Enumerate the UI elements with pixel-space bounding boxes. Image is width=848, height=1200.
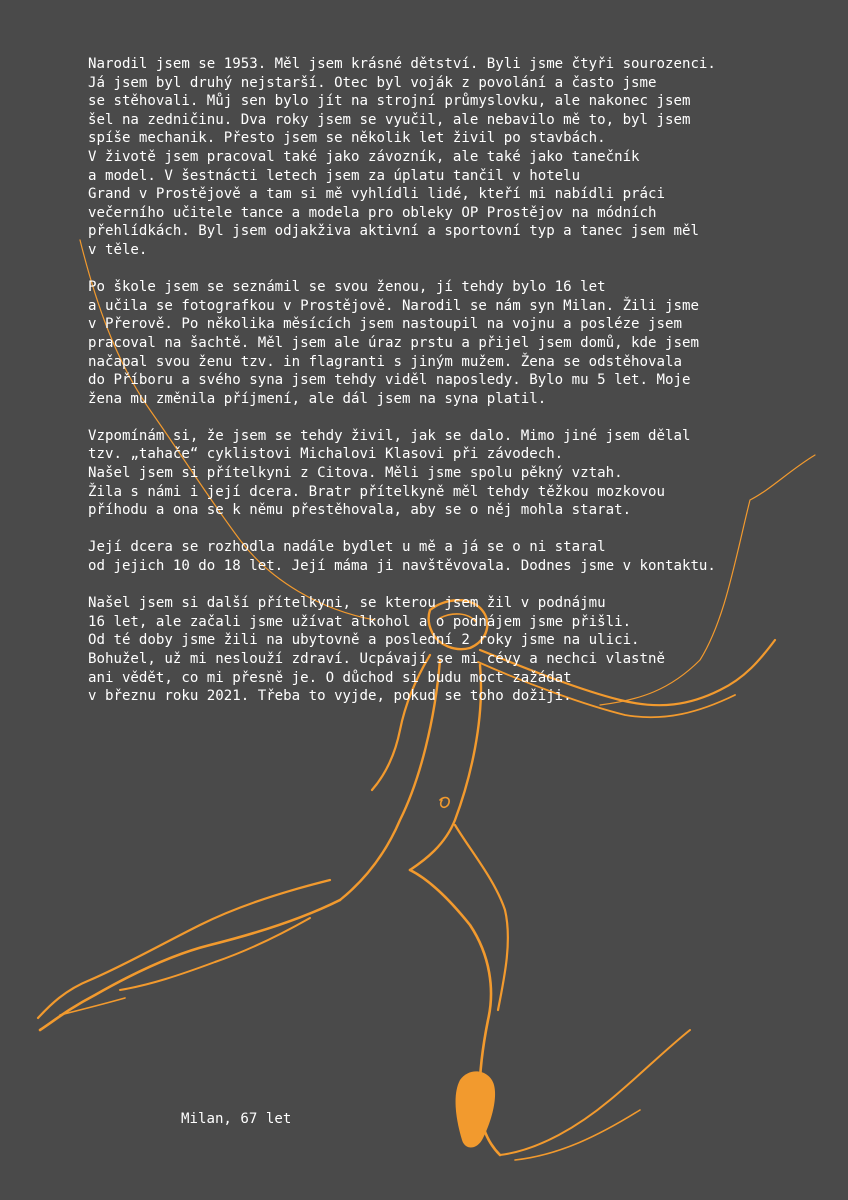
text-line: v březnu roku 2021. Třeba to vyjde, pokud se toho dožiji. xyxy=(88,688,572,705)
text-line: spíše mechanik. Přesto jsem se několik let živil po stavbách. xyxy=(88,130,606,147)
text-line: Vzpomínám si, že jsem se tehdy živil, jak se dalo. Mimo jiné jsem dělal xyxy=(88,427,691,444)
text-line: Po škole jsem se seznámil se svou ženou, jí tehdy bylo 16 let xyxy=(88,279,606,296)
text-line: Narodil jsem se 1953. Měl jsem krásné dětství. Byli jsme čtyři sourozenci. xyxy=(88,56,716,72)
text-line: V životě jsem pracoval také jako závozník, ale také jako tanečník xyxy=(88,148,640,165)
paragraph xyxy=(88,427,768,520)
signature: Milan, 67 let xyxy=(181,1111,292,1127)
text-line: Žila s námi i její dcera. Bratr přítelkyně měl tehdy těžkou mozkovou xyxy=(88,483,665,500)
text-line: tzv. „tahače“ cyklistovi Michalovi Klasovi při závodech. xyxy=(88,446,564,463)
text-line: 16 let, ale začali jsme užívat alkohol a o podnájem jsme přišli. xyxy=(88,613,632,630)
text-line: načapal svou ženu tzv. in flagranti s jiným mužem. Žena se odstěhovala xyxy=(88,353,682,370)
text-line: přehlídkách. Byl jsem odjakživa aktivní a sportovní typ a tanec jsem měl xyxy=(88,223,699,240)
text-line: a model. V šestnácti letech jsem za úplatu tančil v hotelu xyxy=(88,167,581,184)
text-line: příhodu a ona se k němu přestěhovala, aby se o něj mohla starat. xyxy=(88,502,632,519)
text-line: v těle. xyxy=(88,241,148,258)
drawing-foot xyxy=(456,1071,496,1147)
story-text xyxy=(88,55,768,724)
drawing-ground xyxy=(500,1030,690,1155)
paragraph xyxy=(88,278,768,408)
text-line: se stěhovali. Můj sen bylo jít na strojní průmyslovku, ale nakonec jsem xyxy=(88,93,691,110)
text-line: Od té doby jsme žili na ubytovně a poslední 2 roky jsme na ulici. xyxy=(88,632,640,649)
text-line: a učila se fotografkou v Prostějově. Narodil se nám syn Milan. Žili jsme xyxy=(88,297,699,314)
text-line: Našel jsem si další přítelkyni, se kterou jsem žil v podnájmu xyxy=(88,595,606,612)
drawing-leg-left xyxy=(40,900,340,1030)
text-line: ani vědět, co mi přesně je. O důchod si budu moct zažádat xyxy=(88,669,572,686)
text-line: od jejich 10 do 18 let. Její máma ji navštěvovala. Dodnes jsme v kontaktu. xyxy=(88,558,716,575)
text-line: v Přerově. Po několika měsících jsem nastoupil na vojnu a posléze jsem xyxy=(88,316,682,333)
text-line: žena mu změnila příjmení, ale dál jsem na syna platil. xyxy=(88,390,547,407)
paragraph xyxy=(88,538,768,575)
text-line: Našel jsem si přítelkyni z Citova. Měli jsme spolu pěkný vztah. xyxy=(88,465,623,482)
text-line: pracoval na šachtě. Měl jsem ale úraz prstu a přijel jsem domů, kde jsem xyxy=(88,334,699,351)
paragraph xyxy=(88,55,768,260)
text-line: Já jsem byl druhý nejstarší. Otec byl voják z povolání a často jsme xyxy=(88,74,657,91)
text-line: šel na zedničinu. Dva roky jsem se vyučil, ale nebavilo mě to, byl jsem xyxy=(88,111,691,128)
text-line: Bohužel, už mi neslouží zdraví. Ucpávají se mi cévy a nechci vlastně xyxy=(88,651,665,667)
paragraph xyxy=(88,594,768,706)
text-line: do Příboru a svého syna jsem tehdy viděl naposledy. Bylo mu 5 let. Moje xyxy=(88,372,691,389)
text-line: Grand v Prostějově a tam si mě vyhlídli lidé, kteří mi nabídli práci xyxy=(88,186,665,203)
text-line: Její dcera se rozhodla nadále bydlet u mě a já se o ni staral xyxy=(88,539,606,556)
text-line: večerního učitele tance a modela pro obleky OP Prostějov na módních xyxy=(88,204,657,221)
